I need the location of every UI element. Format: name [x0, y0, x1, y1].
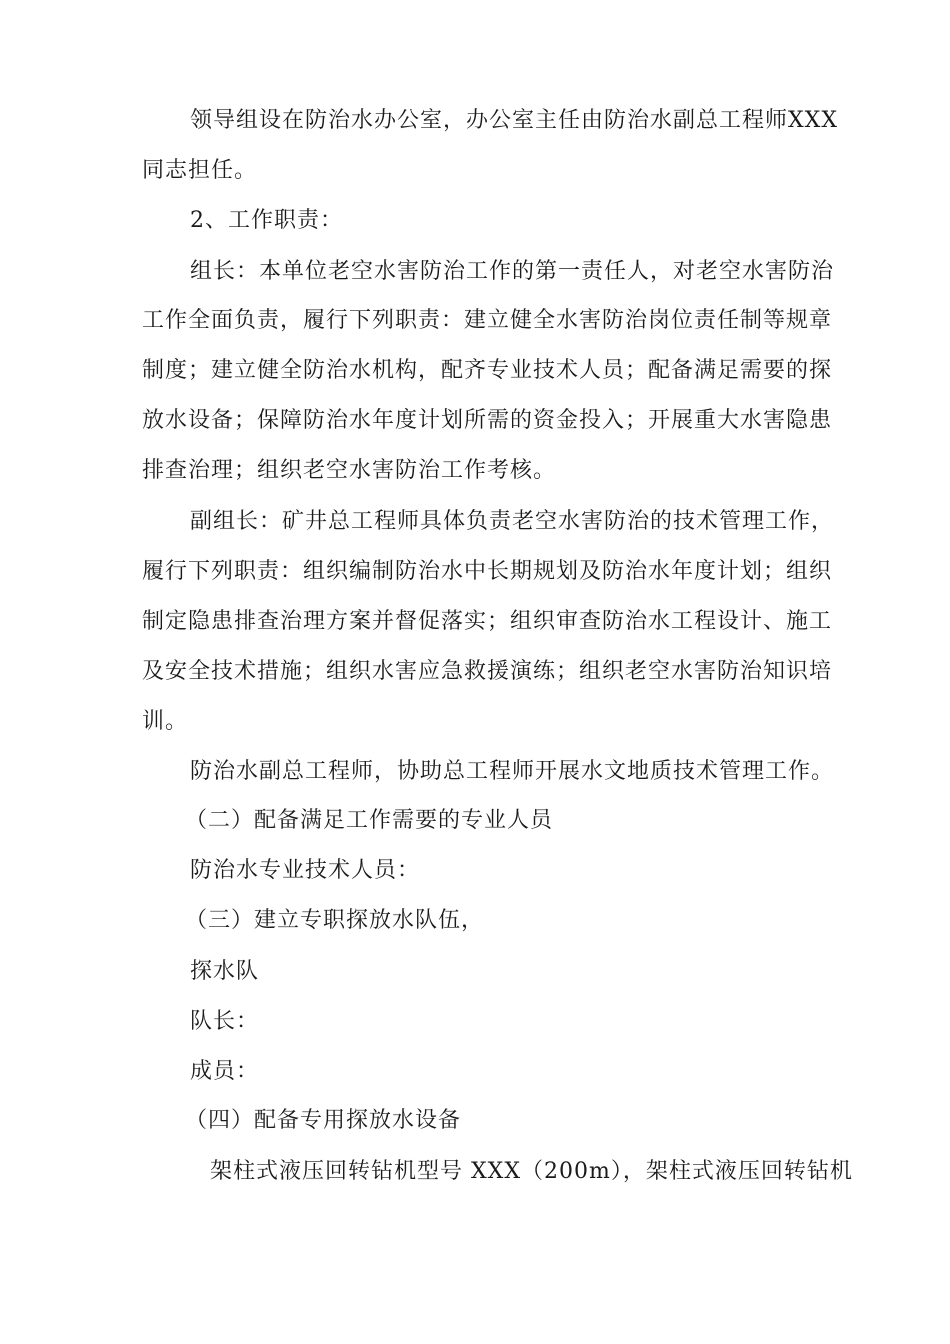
- paragraph-line: 队长：: [190, 1009, 260, 1034]
- paragraph-line: 放水设备；保障防治水年度计划所需的资金投入；开展重大水害隐患: [142, 408, 833, 433]
- section-heading: （三）建立专职探放水队伍，: [185, 908, 485, 933]
- paragraph-line: 同志担任。: [142, 158, 258, 183]
- section-heading: （二）配备满足工作需要的专业人员: [185, 808, 554, 833]
- paragraph-line: 领导组设在防治水办公室，办公室主任由防治水副总工程师XXX: [190, 108, 838, 133]
- paragraph-line: 制度；建立健全防治水机构，配齐专业技术人员；配备满足需要的探: [142, 358, 833, 383]
- paragraph-line: 工作全面负责，履行下列职责：建立健全水害防治岗位责任制等规章: [142, 308, 833, 333]
- section-heading: 2、工作职责：: [190, 208, 343, 233]
- paragraph-line: 履行下列职责：组织编制防治水中长期规划及防治水年度计划；组织: [142, 559, 833, 584]
- section-heading: （四）配备专用探放水设备: [185, 1108, 462, 1133]
- paragraph-line: 副组长：矿井总工程师具体负责老空水害防治的技术管理工作，: [190, 509, 835, 534]
- paragraph-line: 及安全技术措施；组织水害应急救援演练；组织老空水害防治知识培: [142, 659, 833, 684]
- paragraph-line: 防治水专业技术人员：: [190, 858, 421, 883]
- paragraph-line: 成员：: [190, 1059, 260, 1084]
- paragraph-line: 架柱式液压回转钻机型号 XXX（200m），架柱式液压回转钻机: [210, 1159, 853, 1184]
- paragraph-line: 探水队: [190, 959, 260, 984]
- paragraph-line: 训。: [142, 709, 189, 734]
- paragraph-line: 组长：本单位老空水害防治工作的第一责任人，对老空水害防治: [190, 259, 835, 284]
- paragraph-line: 制定隐患排查治理方案并督促落实；组织审查防治水工程设计、施工: [142, 609, 833, 634]
- paragraph-line: 防治水副总工程师，协助总工程师开展水文地质技术管理工作。: [190, 759, 835, 784]
- paragraph-line: 排查治理；组织老空水害防治工作考核。: [142, 458, 557, 483]
